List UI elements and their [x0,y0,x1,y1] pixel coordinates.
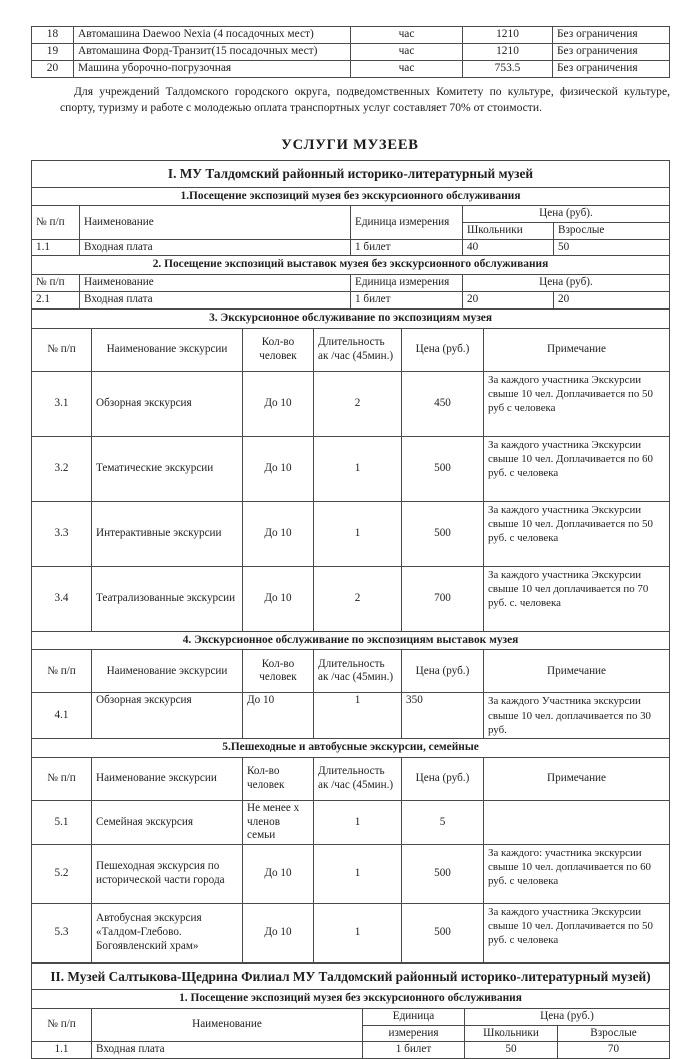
section-1-3-header-row [32,328,670,371]
section-1-3-band-row [32,309,670,328]
row-note: За каждого участника Экскурсии свыше 10 чел. Доплачивается по 50 руб. с человека [484,501,670,566]
row-name: Автомашина Форд-Транзит(15 посадочных мест) [74,44,351,61]
row-price: 500 [402,501,484,566]
header-unit: Единица измерения [351,206,463,239]
row-people: До 10 [243,903,314,962]
row-unit: час [351,27,463,44]
section-1-1-header-row [32,206,670,223]
table-row [32,61,670,78]
museum-2-title-row [32,963,670,989]
row-number: 1.1 [32,239,80,256]
section-1-5-band-row [32,738,670,757]
table-row [32,27,670,44]
row-price-adult: 50 [554,239,670,256]
header-price: Цена (руб.) [402,650,484,693]
table-row [32,800,670,844]
museum-1-title-row [32,161,670,187]
section-1-3-table [31,309,670,963]
row-number: 5.2 [32,844,92,903]
section-1-2-band: 2. Посещение экспозиций выставок музея без экскурсионного обслуживания [32,256,670,275]
row-unit: 1 билет [363,1042,465,1059]
row-duration: 1 [314,693,402,739]
header-number: № п/п [32,757,92,800]
header-duration [314,650,402,693]
header-number: № п/п [32,206,80,239]
header-price: Цена (руб.) [402,757,484,800]
header-note: Примечание [484,328,670,371]
row-people: Не менее х членов семьи [243,800,314,844]
row-name: Автобусная экскурсия «Талдом-Глебово. Богоявленский храм» [92,903,243,962]
row-people: До 10 [243,566,314,631]
row-price-adult: 20 [554,292,670,309]
row-unit: 1 билет [351,292,463,309]
table-row [32,1042,670,1059]
header-people [243,650,314,693]
row-price: 753.5 [463,61,553,78]
row-people: До 10 [243,436,314,501]
row-duration: 2 [314,566,402,631]
row-limit: Без ограничения [553,27,670,44]
header-name: Наименование экскурсии [92,650,243,693]
row-duration: 1 [314,903,402,962]
header-duration [314,328,402,371]
header-name: Наименование экскурсии [92,757,243,800]
row-limit: Без ограничения [553,44,670,61]
header-note: Примечание [484,650,670,693]
header-adult: Взрослые [558,1025,670,1042]
row-name: Входная плата [92,1042,363,1059]
row-duration: 1 [314,501,402,566]
section-2-1-band: 1. Посещение экспозиций музея без экскурсионного обслуживания [32,990,670,1009]
row-note: За каждого участника Экскурсии свыше 10 чел. Доплачивается по 50 руб с человека [484,371,670,436]
header-people [243,757,314,800]
table-row [32,436,670,501]
row-people: До 10 [243,371,314,436]
header-people-line2: человек [259,671,297,684]
section-1-5-band: 5.Пешеходные и автобусные экскурсии, семейные [32,738,670,757]
header-duration-line2: ак /час (45мин.) [318,671,394,684]
row-price-school: 20 [463,292,554,309]
row-price-school: 40 [463,239,554,256]
row-price: 500 [402,844,484,903]
row-price: 500 [402,436,484,501]
row-price-school: 50 [465,1042,558,1059]
row-note: За каждого участника Экскурсии свыше 10 чел. Доплачивается по 60 руб. с человека [484,436,670,501]
row-number: 2.1 [32,292,80,309]
header-people-line2: человек [247,778,285,791]
row-unit: час [351,44,463,61]
header-duration [314,757,402,800]
row-number: 20 [32,61,74,78]
header-unit: Единица измерения [351,275,463,292]
header-school: Школьники [463,223,554,240]
section-1-1-band-row [32,187,670,206]
row-unit: 1 билет [351,239,463,256]
row-number: 18 [32,27,74,44]
row-note: За каждого участника Экскурсии свыше 10 чел. Доплачивается по 50 руб. с человека [484,903,670,962]
museum-1-table [31,160,670,308]
row-price: 1210 [463,27,553,44]
header-price: Цена (руб.) [402,328,484,371]
row-number: 5.3 [32,903,92,962]
table-row [32,844,670,903]
header-note: Примечание [484,757,670,800]
page-title: УСЛУГИ МУЗЕЕВ [281,137,419,154]
header-school: Школьники [465,1025,558,1042]
table-row [32,239,670,256]
header-duration-line2: ак /час (45мин.) [318,778,394,791]
row-name: Автомашина Daewoo Nexia (4 посадочных мест) [74,27,351,44]
table-row [32,566,670,631]
row-number: 19 [32,44,74,61]
section-1-1-band: 1.Посещение экспозиций музея без экскурсионного обслуживания [32,187,670,206]
row-price: 450 [402,371,484,436]
vehicle-price-table [31,26,670,78]
header-number: № п/п [32,328,92,371]
row-name: Пешеходная экскурсия по исторической части города [92,844,243,903]
row-number: 3.2 [32,436,92,501]
row-number: 4.1 [32,693,92,739]
row-name: Семейная экскурсия [92,800,243,844]
row-number: 3.1 [32,371,92,436]
section-1-2-header-row [32,275,670,292]
row-note [484,800,670,844]
row-unit: час [351,61,463,78]
header-duration-line1: Длительность [318,765,385,778]
table-row [32,501,670,566]
section-1-3-band: 3. Экскурсионное обслуживание по экспозициям музея [32,309,670,328]
section-1-5-header-row [32,757,670,800]
section-1-4-header-row [32,650,670,693]
row-people: До 10 [243,693,314,739]
row-number: 1.1 [32,1042,92,1059]
header-people-line1: Кол-во [247,765,280,778]
header-name: Наименование [92,1009,363,1042]
row-note: За каждого Участника экскурсии свыше 10 чел. доплачивается по 30 руб. [484,693,670,739]
table-row [32,371,670,436]
header-number: № п/п [32,275,80,292]
header-people-line2: человек [259,349,297,362]
row-name: Входная плата [80,239,351,256]
header-duration-line1: Длительность [318,335,385,348]
header-price: Цена (руб). [463,275,670,292]
header-name: Наименование экскурсии [92,328,243,371]
row-name: Обзорная экскурсия [92,371,243,436]
header-adult: Взрослые [554,223,670,240]
table-row [32,44,670,61]
header-price: Цена (руб). [463,206,670,223]
document-page [0,26,700,1056]
row-limit: Без ограничения [553,61,670,78]
row-name: Театрализованные экскурсии [92,566,243,631]
table-row [32,292,670,309]
intro-note-paragraph: Для учреждений Талдомского городского округа, подведомственных Комитету по культуре, физической культуре, спорту, туризму и работе с молодежью оплата транспортных услуг составляет 70% от стоимости. [60,85,670,114]
section-1-2-band-row [32,256,670,275]
header-name: Наименование [80,275,351,292]
row-name: Тематические экскурсии [92,436,243,501]
row-name: Входная плата [80,292,351,309]
row-number: 3.4 [32,566,92,631]
row-number: 5.1 [32,800,92,844]
header-people-line1: Кол-во [261,335,295,348]
row-note: За каждого участника Экскурсии свыше 10 чел доплачивается по 70 руб. с. человека [484,566,670,631]
row-name: Обзорная экскурсия [92,693,243,739]
section-1-4-band-row [32,631,670,650]
section-1-4-band: 4. Экскурсионное обслуживание по экспозициям выставок музея [32,631,670,650]
row-price: 5 [402,800,484,844]
row-duration: 1 [314,800,402,844]
row-people: До 10 [243,501,314,566]
header-name: Наименование [80,206,351,239]
row-number: 3.3 [32,501,92,566]
museum-2-table [31,963,670,1059]
table-row [32,693,670,739]
header-people [243,328,314,371]
museum-2-title: II. Музей Салтыкова-Щедрина Филиал МУ Талдомский районный историко-литературный музей) [32,963,670,989]
row-note: За каждого: участника экскурсии свыше 10 чел. доплачивается по 60 руб. с человека [484,844,670,903]
header-price: Цена (руб.) [465,1009,670,1026]
header-number: № п/п [32,1009,92,1042]
row-duration: 2 [314,371,402,436]
section-2-1-header-row [32,1009,670,1026]
header-unit-line2: измерения [363,1025,465,1042]
row-name: Интерактивные экскурсии [92,501,243,566]
header-duration-line1: Длительность [318,657,385,670]
row-people: До 10 [243,844,314,903]
museum-1-title: I. МУ Талдомский районный историко-литературный музей [32,161,670,187]
row-price: 1210 [463,44,553,61]
row-price: 350 [402,693,484,739]
row-name: Машина уборочно-погрузочная [74,61,351,78]
row-price: 500 [402,903,484,962]
section-2-1-band-row [32,990,670,1009]
table-row [32,903,670,962]
header-unit-line1: Единица [363,1009,465,1026]
header-duration-line2: ак /час (45мин.) [318,349,394,362]
header-number: № п/п [32,650,92,693]
row-duration: 1 [314,844,402,903]
row-price: 700 [402,566,484,631]
row-price-adult: 70 [558,1042,670,1059]
header-people-line1: Кол-во [261,657,295,670]
row-duration: 1 [314,436,402,501]
